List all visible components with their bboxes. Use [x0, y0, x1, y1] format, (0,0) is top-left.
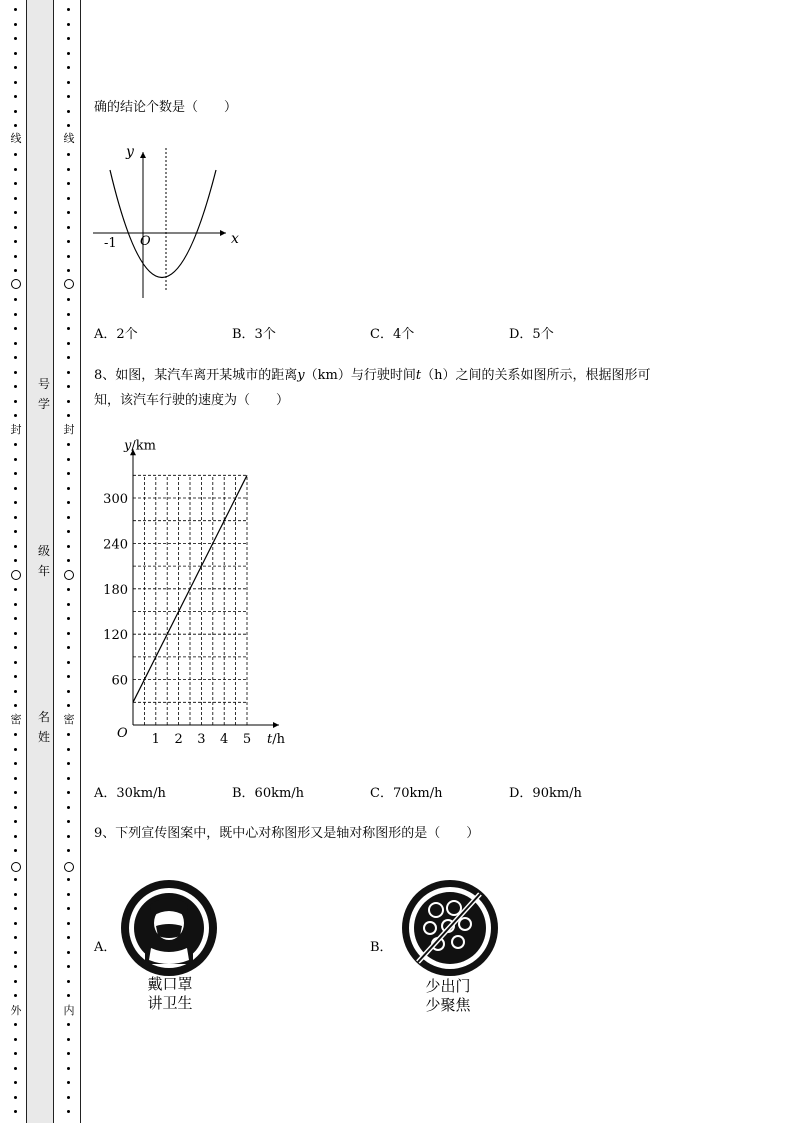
margin-dot — [67, 617, 70, 620]
field-student-number: 号学 — [37, 377, 50, 411]
margin-dot — [14, 313, 17, 316]
margin-dot — [67, 965, 70, 968]
margin-dot — [14, 472, 17, 475]
q8-distance-time-chart — [94, 435, 304, 755]
inner-circle-3 — [64, 862, 74, 872]
margin-dot — [67, 922, 70, 925]
q8-stem-var-y: y — [297, 368, 305, 383]
margin-dot — [14, 458, 17, 461]
inner-mark-nei: 内 — [63, 1004, 75, 1017]
margin-dot — [67, 298, 70, 301]
margin-line-mid — [53, 0, 54, 1123]
q8-y-tick-label: 180 — [103, 582, 128, 598]
margin-dot — [14, 1052, 17, 1055]
inner-mark-feng: 封 — [63, 423, 75, 436]
margin-dot — [67, 893, 70, 896]
margin-dot — [67, 1081, 70, 1084]
q7-parabola — [110, 170, 216, 278]
margin-dot — [14, 211, 17, 214]
margin-dot — [67, 81, 70, 84]
margin-dot — [14, 690, 17, 693]
margin-dot — [67, 1096, 70, 1099]
margin-dot — [67, 690, 70, 693]
outer-circle-3 — [11, 862, 21, 872]
margin-dot — [14, 269, 17, 272]
q7-neg-one-label: -1 — [104, 236, 117, 251]
margin-dot — [67, 835, 70, 838]
margin-dot — [67, 646, 70, 649]
margin-dot — [14, 704, 17, 707]
margin-dot — [67, 777, 70, 780]
margin-dot — [14, 124, 17, 127]
margin-dot — [67, 371, 70, 374]
margin-dot — [14, 994, 17, 997]
margin-dot — [14, 153, 17, 156]
q8-stem-part2: （km）与行驶时间 — [304, 368, 416, 383]
inner-mark-xian: 线 — [63, 132, 75, 145]
margin-dot — [14, 748, 17, 751]
q8-x-tick-label: 2 — [174, 732, 183, 747]
margin-dot — [14, 559, 17, 562]
margin-dot — [14, 603, 17, 606]
margin-line-right — [80, 0, 81, 1123]
margin-dot — [67, 269, 70, 272]
margin-dot — [14, 835, 17, 838]
outer-circle-1 — [11, 279, 21, 289]
q9-option-a-caption-2: 讲卫生 — [147, 994, 193, 1012]
q9-option-b-caption-1: 少出门 — [425, 977, 471, 995]
margin-dot — [14, 168, 17, 171]
margin-dot — [67, 342, 70, 345]
margin-dot — [67, 313, 70, 316]
q7-parabola-graph — [88, 140, 248, 305]
outer-mark-wai: 外 — [10, 1004, 22, 1017]
margin-dot — [14, 66, 17, 69]
margin-dot — [14, 907, 17, 910]
q7-option-c: C．4个 — [370, 327, 415, 342]
margin-dot — [14, 1067, 17, 1070]
inner-circle-2 — [64, 570, 74, 580]
margin-dot — [67, 849, 70, 852]
margin-dot — [67, 733, 70, 736]
margin-dot — [67, 197, 70, 200]
margin-dot — [14, 849, 17, 852]
q8-stem-line2: 知，该汽车行驶的速度为（ ） — [94, 393, 290, 408]
margin-dot — [67, 530, 70, 533]
margin-dot — [14, 1096, 17, 1099]
margin-dot — [14, 298, 17, 301]
margin-dot — [14, 443, 17, 446]
margin-dot — [14, 1110, 17, 1113]
outer-mark-feng: 封 — [10, 423, 22, 436]
margin-dot — [67, 110, 70, 113]
margin-dot — [67, 487, 70, 490]
q8-option-a: A．30km/h — [94, 786, 166, 801]
outer-mark-mi: 密 — [10, 713, 22, 726]
margin-dot — [67, 878, 70, 881]
q8-option-b: B．60km/h — [232, 786, 305, 801]
margin-dot — [67, 327, 70, 330]
q8-grid — [133, 475, 247, 725]
margin-dot — [67, 748, 70, 751]
q8-x-tick-label: 3 — [197, 732, 206, 747]
margin-dot — [67, 806, 70, 809]
margin-dot — [14, 487, 17, 490]
margin-dot — [14, 516, 17, 519]
margin-dot — [67, 661, 70, 664]
outer-mark-xian: 线 — [10, 132, 22, 145]
margin-dot — [14, 936, 17, 939]
q8-option-c: C．70km/h — [370, 786, 443, 801]
q9-mask-hygiene-icon — [119, 878, 219, 978]
margin-dot — [67, 675, 70, 678]
inner-circle-1 — [64, 279, 74, 289]
margin-dot — [67, 182, 70, 185]
q9-option-a-caption-1: 戴口罩 — [147, 975, 193, 993]
margin-dot — [67, 240, 70, 243]
margin-dot — [14, 733, 17, 736]
q7-option-b: B．3个 — [232, 327, 276, 342]
margin-dot — [67, 994, 70, 997]
margin-dot — [67, 356, 70, 359]
field-name: 名姓 — [37, 710, 50, 744]
margin-dot — [14, 371, 17, 374]
q7-option-d: D．5个 — [509, 327, 554, 342]
q8-y-axis-label — [123, 438, 156, 453]
margin-dot — [67, 95, 70, 98]
margin-dot — [67, 907, 70, 910]
outer-circle-2 — [11, 570, 21, 580]
margin-dot — [14, 182, 17, 185]
q7-x-label: x — [231, 231, 239, 247]
q8-x-axis-label — [267, 732, 286, 747]
margin-dot — [67, 52, 70, 55]
margin-dot — [67, 385, 70, 388]
margin-dot — [67, 980, 70, 983]
margin-dot — [67, 936, 70, 939]
margin-dot — [14, 414, 17, 417]
margin-dot — [14, 400, 17, 403]
q7-y-label: y — [126, 144, 134, 160]
inner-mark-mi: 密 — [63, 713, 75, 726]
margin-dot — [14, 327, 17, 330]
margin-dot — [67, 820, 70, 823]
margin-dot — [67, 8, 70, 11]
margin-dot — [67, 1052, 70, 1055]
q8-stem-part1: 8、如图，某汽车离开某城市的距离 — [94, 368, 298, 383]
q8-stem-var-t: t — [415, 368, 422, 383]
margin-dot — [67, 400, 70, 403]
margin-dot — [14, 951, 17, 954]
margin-dot — [67, 501, 70, 504]
margin-dot — [67, 66, 70, 69]
margin-dot — [67, 1038, 70, 1041]
q8-tick-labels — [103, 492, 251, 747]
margin-dot — [14, 878, 17, 881]
q8-stem-line1 — [94, 368, 650, 384]
margin-dot — [67, 516, 70, 519]
margin-dot — [67, 414, 70, 417]
margin-dot — [14, 226, 17, 229]
margin-dot — [67, 704, 70, 707]
margin-dot — [14, 197, 17, 200]
q7-text-tail: 确的结论个数是（ ） — [94, 100, 238, 115]
q8-x-axis-label-unit: /h — [272, 732, 285, 747]
margin-dot — [67, 791, 70, 794]
q8-origin-label: O — [117, 726, 128, 741]
margin-dot — [14, 675, 17, 678]
margin-dot — [67, 603, 70, 606]
margin-dot — [14, 893, 17, 896]
margin-dot — [14, 1081, 17, 1084]
q9-option-a-label: A． — [94, 940, 117, 955]
q8-x-tick-label: 5 — [242, 732, 252, 747]
margin-dot — [14, 37, 17, 40]
margin-dot — [67, 559, 70, 562]
margin-dot — [14, 791, 17, 794]
margin-dot — [14, 240, 17, 243]
q8-y-tick-label: 120 — [103, 628, 128, 644]
margin-dot — [67, 458, 70, 461]
margin-dot — [14, 356, 17, 359]
margin-dot — [14, 81, 17, 84]
margin-dot — [67, 762, 70, 765]
margin-dot — [14, 255, 17, 258]
margin-dot — [14, 545, 17, 548]
margin-dot — [14, 588, 17, 591]
margin-dot — [14, 646, 17, 649]
margin-dot — [14, 530, 17, 533]
margin-dot — [14, 617, 17, 620]
margin-dot — [14, 8, 17, 11]
margin-dot — [67, 1067, 70, 1070]
margin-dot — [14, 23, 17, 26]
margin-dot — [14, 922, 17, 925]
margin-dot — [14, 806, 17, 809]
q8-x-tick-label: 1 — [151, 732, 160, 747]
margin-dot — [67, 226, 70, 229]
margin-line-left — [26, 0, 27, 1123]
q8-x-axis-label-var: t — [267, 732, 273, 747]
q8-y-axis-label-unit: /km — [131, 438, 156, 454]
field-grade: 级年 — [37, 544, 50, 578]
margin-dot — [67, 632, 70, 635]
margin-dot — [67, 255, 70, 258]
q8-y-tick-label: 60 — [111, 673, 128, 689]
margin-dot — [14, 965, 17, 968]
q8-stem-part3: （h）之间的关系如图所示，根据图形可 — [421, 368, 651, 383]
margin-dot — [14, 1023, 17, 1026]
margin-dot — [14, 661, 17, 664]
q8-y-tick-label: 300 — [103, 492, 128, 507]
q7-option-a: A．2个 — [94, 327, 138, 342]
margin-dot — [14, 632, 17, 635]
margin-dot — [67, 23, 70, 26]
q9-option-b-caption-2: 少聚焦 — [425, 996, 471, 1014]
margin-dot — [67, 168, 70, 171]
margin-dot — [67, 545, 70, 548]
q9-stay-home-crowd-icon — [400, 878, 500, 978]
q8-option-d: D．90km/h — [509, 786, 582, 801]
margin-dot — [67, 153, 70, 156]
margin-dot — [67, 472, 70, 475]
q9-stem: 9、下列宣传图案中，既中心对称图形又是轴对称图形的是（ ） — [94, 826, 480, 841]
margin-dot — [67, 211, 70, 214]
margin-dot — [14, 95, 17, 98]
margin-dot — [14, 762, 17, 765]
margin-dot — [67, 951, 70, 954]
margin-dot — [67, 1110, 70, 1113]
q7-origin-label: O — [140, 234, 151, 249]
margin-dot — [67, 443, 70, 446]
margin-dot — [14, 501, 17, 504]
margin-dot — [14, 342, 17, 345]
margin-dot — [67, 588, 70, 591]
q8-x-tick-label: 4 — [220, 732, 229, 747]
margin-dot — [14, 1038, 17, 1041]
margin-dot — [14, 820, 17, 823]
q9-option-b-label: B． — [370, 940, 393, 955]
q8-y-tick-label: 240 — [103, 537, 128, 553]
margin-dot — [14, 52, 17, 55]
margin-dot — [67, 37, 70, 40]
margin-dot — [67, 1023, 70, 1026]
margin-dot — [14, 777, 17, 780]
margin-dot — [14, 980, 17, 983]
margin-dot — [14, 110, 17, 113]
margin-dot — [14, 385, 17, 388]
q8-y-axis-label-var: y — [124, 438, 132, 454]
margin-dot — [67, 124, 70, 127]
